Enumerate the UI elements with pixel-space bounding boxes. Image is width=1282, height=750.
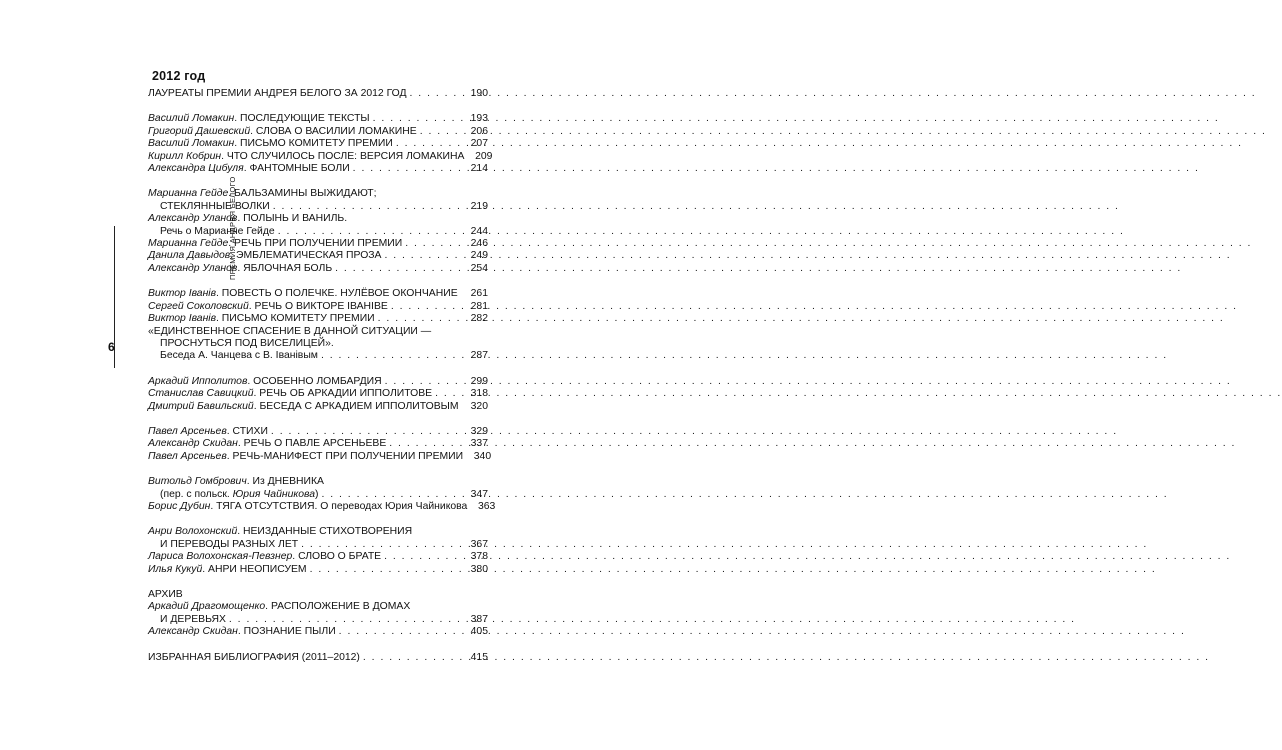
toc-entry[interactable] [148, 113, 488, 125]
toc-group-gombrowicz [148, 476, 496, 513]
toc-entry-line[interactable]: «ЕДИНСТВЕННОЕ СПАСЕНИЕ В ДАННОЙ СИТУАЦИИ — [148, 325, 432, 337]
toc-entry-page: 281 [470, 300, 488, 312]
toc-entry-author: Витольд Гомбрович [148, 476, 247, 488]
toc-entry-title-cont: СТЕКЛЯННЫЕ ВОЛКИ [160, 200, 270, 212]
toc-entry-author: Павел Арсеньев [148, 450, 227, 462]
toc-entry-title: . ПОЗНАНИЕ ПЫЛИ [237, 626, 336, 638]
toc-entry-title: . ЭМБЛЕМАТИЧЕСКАЯ ПРОЗА [230, 250, 382, 262]
toc-entry[interactable] [148, 614, 488, 626]
dot-leader [384, 551, 467, 563]
toc-entry-title: . РЕЧЬ ОБ АРКАДИИ ИППОЛИТОВЕ [253, 388, 433, 400]
toc-entry-title: . ПОСЛЕДУЮЩИЕ ТЕКСТЫ [234, 113, 370, 125]
dot-leader [389, 438, 467, 450]
dot-leader [420, 126, 467, 138]
toc-entry-page: 405 [470, 626, 488, 638]
toc-entry-line[interactable] [148, 526, 488, 538]
toc-entry-page: 246 [470, 238, 488, 250]
running-title: ПРЕМИЯ АНДРЕЯ БЕЛОГО [228, 176, 237, 280]
toc-entry-author: Виктор Iванiв [148, 288, 217, 300]
toc-entry-page: 282 [470, 313, 488, 325]
toc-entry-title-cont: И ПЕРЕВОДЫ РАЗНЫХ ЛЕТ [160, 538, 299, 550]
toc-entry-author: Аркадий Ипполитов [148, 375, 248, 387]
dot-leader [335, 263, 467, 275]
toc-entry-page: 219 [470, 200, 488, 212]
toc-entry[interactable] [148, 388, 488, 400]
toc-entry-page: 340 [473, 450, 492, 462]
toc-entry-title: . ПИСЬМО КОМИТЕТУ ПРЕМИИ [216, 313, 375, 325]
toc-entry-page: 378 [470, 551, 488, 563]
toc-entry[interactable] [148, 450, 492, 463]
toc-entry-title: . БЕСЕДА С АРКАДИЕМ ИППОЛИТОВЫМ [253, 400, 459, 412]
toc-group-ivaniv [148, 288, 488, 362]
toc-entry-author: Анри Волохонский [148, 526, 238, 538]
translator-suffix: ) [315, 488, 319, 500]
toc-entry[interactable] [148, 652, 488, 664]
toc-group-geide [148, 188, 488, 275]
toc-entry[interactable] [148, 313, 488, 325]
toc-entry[interactable] [148, 250, 488, 262]
toc-entry-page: 190 [470, 88, 488, 99]
book-page [0, 0, 600, 750]
toc-entry[interactable] [148, 163, 488, 175]
dot-leader [405, 238, 467, 250]
toc-entry-title: . ПИСЬМО КОМИТЕТУ ПРЕМИИ [234, 138, 393, 150]
toc-entry[interactable] [148, 263, 488, 275]
toc-entry-title: . РЕЧЬ О ВИКТОРЕ IВАНIВЕ [248, 300, 388, 312]
toc-entry-author: Василий Ломакин [148, 138, 235, 150]
toc-entry-author: Станислав Савицкий [148, 388, 254, 400]
toc-entry-author: Борис Дубин [148, 500, 211, 512]
toc-entry-page: 367 [470, 538, 488, 550]
toc-entry-line[interactable] [148, 601, 488, 613]
toc-entry-author: Лариса Волохонская-Певзнер [148, 551, 293, 563]
toc-entry-title: . РЕЧЬ-МАНИФЕСТ ПРИ ПОЛУЧЕНИИ ПРЕМИИ [226, 450, 464, 462]
toc-entry-line[interactable] [148, 476, 488, 488]
toc-entry-title: . АНРИ НЕОПИСУЕМ [202, 563, 307, 575]
toc-entry[interactable] [148, 288, 488, 300]
dot-leader [271, 426, 467, 438]
dot-leader [363, 652, 467, 664]
toc-entry-page: 320 [470, 400, 488, 412]
toc-entry-author: Виктор Iванiв [148, 313, 217, 325]
toc-entry-author: Александр Уланов [148, 262, 238, 274]
toc-entry[interactable] [148, 564, 488, 576]
toc-entry-author: Сергей Соколовский [148, 300, 249, 312]
toc-entry-title-cont: Беседа А. Чанцева с В. Iванiвым [160, 350, 318, 362]
toc-entry-title: . ПОВЕСТЬ О ПОЛЕЧКЕ. НУЛЁВОЕ ОКОНЧАНИЕ [216, 288, 458, 300]
toc-entry-title: ИЗБРАННАЯ БИБЛИОГРАФИЯ (2011–2012) [148, 651, 360, 663]
toc-entry[interactable] [148, 126, 488, 138]
dot-leader [391, 301, 467, 313]
toc-entry-page: 207 [470, 138, 488, 150]
translator-name: Юрия Чайникова [232, 488, 316, 500]
toc-entry-page: 318 [470, 388, 488, 400]
toc-entry-title: . НЕИЗДАННЫЕ СТИХОТВОРЕНИЯ [237, 526, 413, 538]
toc-entry-page: 337 [470, 438, 488, 450]
toc-entry[interactable] [148, 301, 488, 313]
toc-group-ippolitov [148, 376, 488, 413]
toc-entry-line[interactable]: ПРОСНУТЬСЯ ПОД ВИСЕЛИЦЕЙ». [160, 337, 334, 349]
table-of-contents [148, 88, 496, 664]
toc-entry-line[interactable] [148, 188, 488, 200]
toc-entry-author: Григорий Дашевский [148, 125, 251, 137]
toc-entry-page: 209 [475, 150, 493, 162]
toc-entry-title: . СЛОВА О ВАСИЛИИ ЛОМАКИНЕ [250, 125, 417, 137]
toc-group-arsenyev [148, 425, 492, 463]
dot-leader [278, 226, 467, 238]
toc-entry-title: . РАСПОЛОЖЕНИЕ В ДОМАХ [265, 601, 411, 613]
toc-entry-author: Илья Кукуй [148, 563, 203, 575]
toc-entry-page: 214 [470, 163, 488, 175]
section-heading: АРХИВ [148, 589, 183, 600]
toc-entry[interactable] [148, 350, 488, 362]
toc-entry[interactable] [148, 201, 488, 213]
dot-leader [396, 138, 467, 150]
toc-entry-author: Данила Давыдов [148, 250, 231, 262]
toc-entry-page: 206 [470, 125, 488, 137]
toc-group-laureates [148, 88, 488, 100]
toc-entry-author: Александра Цибуля [148, 163, 244, 175]
toc-entry-page: 363 [478, 500, 496, 512]
dot-leader [310, 564, 467, 576]
toc-entry[interactable] [148, 539, 488, 551]
page-title: 2012 год [152, 69, 206, 83]
toc-group-volokhonsky [148, 526, 488, 576]
toc-entry-title: . ПОЛЫНЬ И ВАНИЛЬ. [237, 213, 348, 225]
toc-entry-page: 299 [470, 375, 488, 387]
toc-entry-line[interactable] [148, 213, 488, 225]
dot-leader [321, 489, 467, 501]
toc-entry-page: 415 [470, 651, 488, 663]
toc-entry[interactable] [148, 401, 488, 413]
translator-prefix: (пер. с польск. [160, 488, 233, 500]
toc-entry-title: . РЕЧЬ О ПАВЛЕ АРСЕНЬЕВЕ [237, 438, 387, 450]
toc-entry-page: 329 [470, 425, 488, 437]
dot-leader [378, 313, 467, 325]
toc-entry-author: Александр Уланов [148, 213, 238, 225]
toc-entry-author: Василий Ломакин [148, 113, 235, 125]
toc-group-lomakin [148, 113, 493, 175]
dot-leader [373, 113, 467, 125]
dot-leader [301, 539, 467, 551]
toc-entry-author: Павел Арсеньев [148, 425, 227, 437]
toc-entry[interactable] [148, 88, 488, 100]
toc-entry-author: Дмитрий Бавильский [148, 400, 254, 412]
toc-entry-title: . СЛОВО О БРАТЕ [292, 551, 382, 563]
toc-entry[interactable] [148, 551, 488, 563]
dot-leader [385, 376, 467, 388]
toc-entry-title-cont: И ДЕРЕВЬЯХ [160, 613, 226, 625]
toc-entry[interactable] [148, 226, 488, 238]
toc-entry[interactable] [148, 438, 488, 450]
dot-leader [321, 350, 467, 362]
toc-entry-title: . СТИХИ [226, 425, 268, 437]
toc-group-archive [148, 589, 488, 639]
toc-entry[interactable] [148, 426, 488, 438]
toc-entry-title: . ЯБЛОЧНАЯ БОЛЬ [237, 262, 333, 274]
toc-entry-author: Кирилл Кобрин [148, 150, 222, 162]
toc-entry-author: Марианна Гейде [148, 238, 229, 250]
toc-entry-title: . ОСОБЕННО ЛОМБАРДИЯ [247, 375, 382, 387]
toc-entry-page: 287 [470, 350, 488, 362]
toc-entry-title: . ЧТО СЛУЧИЛОСЬ ПОСЛЕ: ВЕРСИЯ ЛОМАКИНА [221, 150, 465, 162]
toc-entry-author: Аркадий Драгомощенко [148, 601, 266, 613]
dot-leader [384, 250, 467, 262]
toc-entry[interactable] [148, 138, 488, 150]
toc-entry-page: 249 [470, 250, 488, 262]
toc-group-bibliography [148, 652, 488, 664]
dot-leader [410, 88, 467, 100]
toc-entry[interactable] [148, 150, 493, 163]
toc-entry-page: 387 [470, 613, 488, 625]
toc-entry[interactable] [148, 500, 496, 513]
toc-entry[interactable] [148, 626, 488, 638]
toc-entry-author: Марианна Гейде [148, 188, 229, 200]
dot-leader [229, 614, 467, 626]
toc-entry-title: . БАЛЬЗАМИНЫ ВЫЖИДАЮТ; [228, 188, 377, 200]
toc-entry-author: Александр Скидан [148, 626, 238, 638]
toc-entry[interactable] [148, 489, 488, 501]
toc-entry-author: Александр Скидан [148, 438, 238, 450]
toc-entry-page: 254 [470, 262, 488, 274]
toc-entry-title: . ФАНТОМНЫЕ БОЛИ [243, 163, 350, 175]
toc-entry-page: 380 [470, 563, 488, 575]
toc-entry-page: 261 [470, 288, 488, 300]
dot-leader [339, 626, 467, 638]
toc-entry-title: . РЕЧЬ ПРИ ПОЛУЧЕНИИ ПРЕМИИ [228, 238, 403, 250]
toc-entry-title-cont: Речь о Марианне Гейде [160, 225, 275, 237]
toc-entry-page: 193 [470, 113, 488, 125]
toc-entry-page: 244 [470, 225, 488, 237]
dot-leader [273, 201, 467, 213]
toc-entry-title: . ТЯГА ОТСУТСТВИЯ. О переводах Юрия Чайникова [210, 500, 468, 512]
dot-leader [353, 163, 467, 175]
toc-entry-title: ЛАУРЕАТЫ ПРЕМИИ АНДРЕЯ БЕЛОГО ЗА 2012 ГОД [148, 88, 407, 99]
toc-entry-title: . Из ДНЕВНИКА [246, 476, 324, 488]
page-number: 6 [108, 340, 115, 354]
toc-entry[interactable] [148, 376, 488, 388]
toc-entry[interactable] [148, 238, 488, 250]
dot-leader [435, 388, 467, 400]
toc-entry-page: 347 [470, 488, 488, 500]
